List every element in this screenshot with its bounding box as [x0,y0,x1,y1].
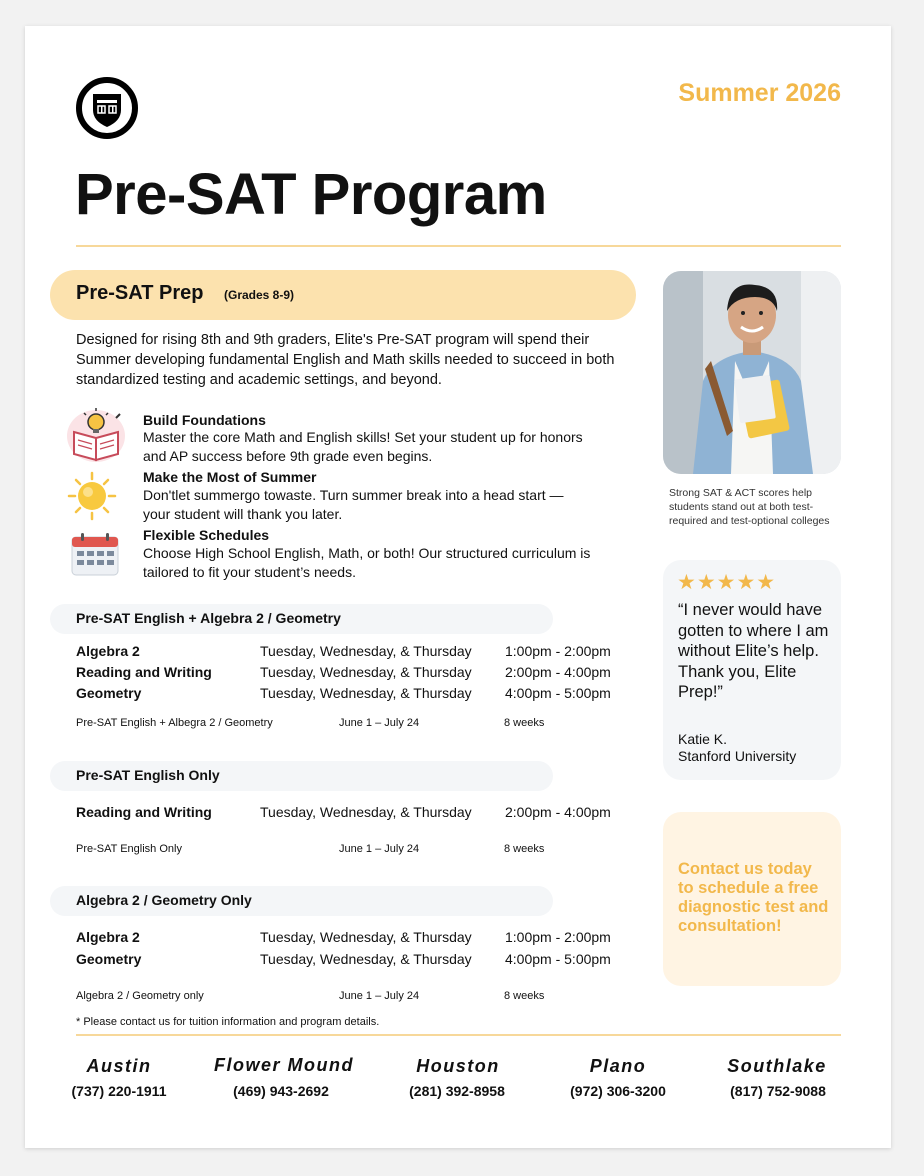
section-meta-duration: 8 weeks [504,843,545,855]
course-days: Tuesday, Wednesday, & Thursday [260,643,472,659]
book-lightbulb-icon [66,404,128,464]
author-name: Katie K. [678,731,728,747]
program-grades: (Grades 8-9) [224,288,295,302]
feature-title: Make the Most of Summer [143,469,317,485]
course-name: Reading and Writing [76,664,212,680]
section-meta-name: Algebra 2 / Geometry only [76,990,204,1002]
tuition-footnote: * Please contact us for tuition information and program details. [76,1016,380,1028]
testimonial-author [678,731,796,765]
schedule-section-label: Pre-SAT English Only [76,767,220,783]
course-time: 2:00pm - 4:00pm [505,804,611,820]
course-days: Tuesday, Wednesday, & Thursday [260,929,472,945]
sun-icon [67,471,117,521]
student-photo [663,271,841,474]
course-name: Geometry [76,685,142,701]
course-name: Geometry [76,951,142,967]
section-meta-duration: 8 weeks [504,717,545,729]
footer-divider [76,1034,841,1036]
section-meta-name: Pre-SAT English + Albegra 2 / Geometry [76,717,273,729]
location-phone: (817) 752-9088 [730,1083,826,1099]
title-divider [76,245,841,247]
season-label: Summer 2026 [678,79,841,107]
course-name: Algebra 2 [76,643,140,659]
section-meta-dates: June 1 – July 24 [339,717,420,729]
feature-body: Don'tlet summergo towaste. Turn summer break into a head start — your student will thank you later. [143,487,564,522]
course-name: Algebra 2 [76,929,140,945]
course-time: 4:00pm - 5:00pm [505,685,611,701]
rating-stars-icon: ★★★★★ [677,571,777,594]
location-city: Southlake [727,1056,827,1076]
feature-title: Build Foundations [143,412,266,428]
flyer-page [25,26,891,1148]
course-time: 2:00pm - 4:00pm [505,664,611,680]
feature-title: Flexible Schedules [143,527,270,543]
location-phone: (972) 306-3200 [570,1083,666,1099]
section-meta-dates: June 1 – July 24 [339,843,420,855]
section-meta-duration: 8 weeks [504,990,545,1002]
course-time: 4:00pm - 5:00pm [505,951,611,967]
feature-body: Master the core Math and English skills! Set your student up for honors and AP success before 9th grade even begins. [143,429,583,464]
location-phone: (281) 392-8958 [409,1083,505,1099]
location-phone: (737) 220-1911 [71,1083,167,1099]
course-days: Tuesday, Wednesday, & Thursday [260,685,472,701]
location-phone: (469) 943-2692 [233,1083,329,1099]
location-city: Houston [416,1056,500,1076]
calendar-icon [70,531,120,577]
section-meta-name: Pre-SAT English Only [76,843,182,855]
location-city: Plano [589,1056,647,1076]
photo-caption: Strong SAT & ACT scores help students stand out at both test-required and test-optional colleges [669,487,830,527]
section-meta-dates: June 1 – July 24 [339,990,420,1002]
course-days: Tuesday, Wednesday, & Thursday [260,804,472,820]
course-days: Tuesday, Wednesday, & Thursday [260,664,472,680]
course-time: 1:00pm - 2:00pm [505,643,611,659]
location-city: Austin [86,1056,152,1076]
author-school: Stanford University [678,748,797,764]
course-days: Tuesday, Wednesday, & Thursday [260,951,472,967]
program-name: Pre-SAT Prep [76,282,204,304]
testimonial-quote: “I never would have gotten to where I am without Elite’s help. Thank you, Elite Prep!” [678,601,829,701]
location-city: Flower Mound [214,1055,354,1075]
program-description: Designed for rising 8th and 9th graders, Elite's Pre-SAT program will spend their Summer developing fundamental English and Math skills needed to succeed in both standardized testing and academic settings, and beyond. [76,332,615,388]
cta-text: Contact us today to schedule a free diagnostic test and consultation! [678,860,829,935]
schedule-section-label: Pre-SAT English + Algebra 2 / Geometry [76,610,341,626]
feature-body: Choose High School English, Math, or both! Our structured curriculum is tailored to fit your student’s needs. [143,545,591,580]
course-name: Reading and Writing [76,804,212,820]
course-time: 1:00pm - 2:00pm [505,929,611,945]
shield-logo-icon [76,77,138,139]
schedule-section-label: Algebra 2 / Geometry Only [76,892,252,908]
page-title: Pre-SAT Program [75,162,547,227]
